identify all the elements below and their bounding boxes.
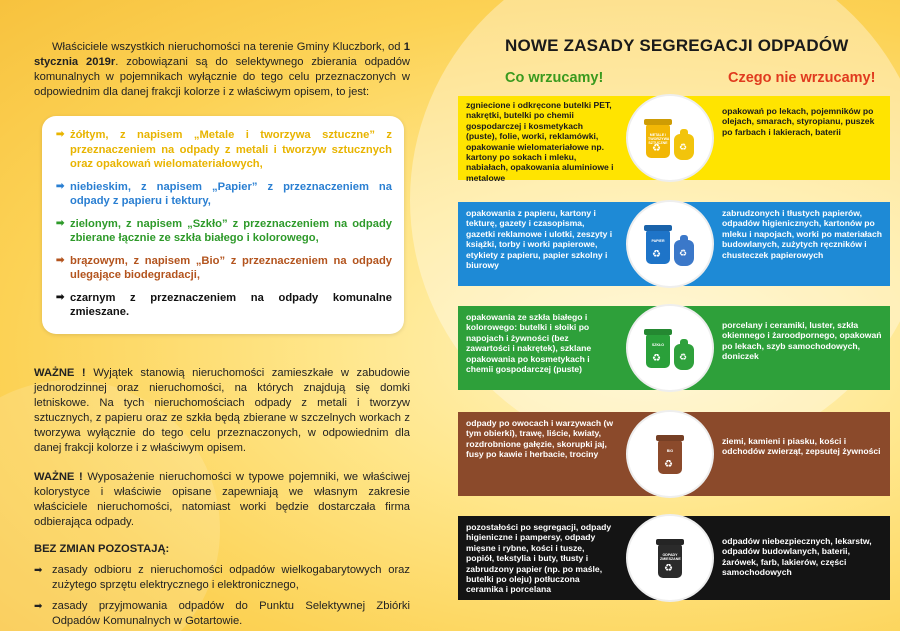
color-item-blue	[56, 180, 392, 209]
bin-circle	[626, 200, 714, 288]
green-bin-icon	[646, 334, 670, 368]
intro-text-start: Właściciele wszystkich nieruchomości na terenie Gminy Kluczbork, od	[52, 41, 404, 53]
bin-label: BIO	[666, 449, 674, 453]
bin-circle	[626, 94, 714, 182]
intro-text-end: . zobowiązani są do selektywnego zbierania odpadów komunalnych w pojemnikach wyłącznie do tego celu przeznaczonych w odpowiednim dla danej frakcji kolorze i z właściwym opisem, to jest:	[34, 56, 411, 98]
color-item-text: zielonym, z napisem „Szkło” z przeznaczeniem na odpady zbierane łącznie ze szkła białego i kolorowego,	[70, 217, 392, 244]
important-label: WAŻNE !	[34, 470, 83, 483]
important-note-2	[34, 470, 410, 530]
arrow-right-icon: ➡	[56, 129, 65, 140]
band-glass	[458, 306, 890, 390]
accepted-waste-text: opakowania z papieru, kartony i tekturę, gazety i czasopisma, gazetki reklamowe i ulotki, zeszyty i książki, torby i worki papierowe, etykiety z papieru, papier szkolny i biurowy	[466, 208, 613, 271]
recycle-icon: ♻	[652, 353, 661, 364]
recycle-icon: ♻	[679, 248, 688, 258]
arrow-right-icon: ➡	[34, 564, 43, 576]
page-title: NOWE ZASADY SEGREGACJI ODPADÓW	[505, 36, 849, 55]
important-note-1	[34, 366, 410, 456]
arrow-right-icon: ➡	[56, 180, 65, 192]
rejected-waste-text: ziemi, kamieni i piasku, kości i odchodów zwierząt, zepsutej żywności	[722, 436, 881, 457]
arrow-right-icon: ➡	[34, 600, 43, 612]
color-item-black	[56, 291, 392, 320]
important-text: Wyposażenie nieruchomości w typowe pojemniki, we właściwej kolorystyce i właściwie opisane zapewniają we własnym zakresie właściciele nieruchomości, natomiast worki będzie dostarczała firma odbierająca odpady.	[34, 470, 410, 528]
waste-bag-icon	[674, 134, 694, 160]
color-item-text: czarnym z przeznaczeniem na odpady komunalne zmieszane.	[70, 291, 392, 318]
recycle-icon: ♻	[664, 459, 673, 470]
unchanged-item	[34, 563, 410, 593]
important-text: Wyjątek stanowią nieruchomości zamieszkałe w zabudowie jednorodzinnej oraz nieruchomości, na których znajdują się domki letniskowe. Na tych nieruchomościach odpady z metali i tworzyw sztucznych, z papieru oraz ze szkła będą zbierane w szczelnych workach z tworzywa wyłącznie do tego celu przeznaczonych, w odpowiednim dla danej frakcji kolorze i z właściwym opisem.	[34, 366, 410, 454]
unchanged-item	[34, 599, 410, 629]
bag-knot	[680, 339, 688, 345]
bin-lid	[644, 225, 672, 231]
rejected-waste-text: opakowań po lekach, pojemników po olejach, smarach, styropianu, puszek po farbach i lakierach, baterii	[722, 106, 875, 137]
color-item-yellow	[56, 128, 392, 172]
band-mixed	[458, 516, 890, 600]
bin-lid	[644, 119, 672, 125]
bag-knot	[680, 235, 688, 241]
accepted-waste-text: pozostałości po segregacji, odpady higieniczne i pampersy, odpady mięsne i rybne, kości i tusze, popiół, tekstylia i buty, tłusty i zabrudzony papier (np. po maśle, butelki po oleju) potłuczona ceramika i porcelana	[466, 522, 612, 595]
color-item-green	[56, 217, 392, 246]
accepted-waste-text: zgniecione i odkręcone butelki PET, nakrętki, butelki po chemii gospodarczej i kosmetykach (puste), folie, worki, reklamówki, opakowanie wielomateriałowe np. kartony po sokach i mleku, nabiałach, opakowania aluminiowe i metalowe	[466, 100, 614, 183]
unchanged-item-text: zasady przyjmowania odpadów do Punktu Selektywnej Zbiórki Odpadów Komunalnych w Gotartowie.	[52, 599, 410, 627]
band-paper	[458, 202, 890, 286]
rejected-waste-text: porcelany i ceramiki, luster, szkła okiennego i żaroodpornego, opakowań po lekach, szyb samochodowych, doniczek	[722, 320, 882, 362]
color-item-brown	[56, 254, 392, 283]
recycle-icon: ♻	[652, 143, 661, 154]
unchanged-item-text: zasady odbioru z nieruchomości odpadów wielkogabarytowych oraz zużytego sprzętu elektrycznego i elektronicznego,	[52, 563, 410, 591]
waste-bag-icon	[674, 240, 694, 266]
arrow-right-icon: ➡	[56, 291, 65, 303]
band-metals-plastics	[458, 96, 890, 183]
color-item-text: brązowym, z napisem „Bio” z przeznaczeniem na odpady ulegające biodegradacji,	[70, 254, 392, 281]
arrow-right-icon: ➡	[56, 254, 65, 266]
recycle-icon: ♻	[679, 352, 688, 362]
recycle-icon: ♻	[664, 563, 673, 574]
blue-bin-icon	[646, 230, 670, 264]
unchanged-heading: BEZ ZMIAN POZOSTAJĄ:	[34, 542, 170, 555]
bin-label: PAPIER	[651, 239, 665, 243]
left-column	[34, 40, 410, 629]
arrow-right-icon: ➡	[56, 217, 65, 229]
accepted-waste-text: opakowania ze szkła białego i kolorowego: butelki i słoiki po napojach i żywności (bez zawartości i nakrętek), szklane opakowania po kosmetykach i chemii gospodarczej (puste)	[466, 312, 592, 375]
bin-label: ODPADY ZMIESZANE	[660, 553, 681, 561]
intro-paragraph	[34, 40, 410, 100]
band-bio	[458, 412, 890, 496]
heading-what-to-throw: Co wrzucamy!	[505, 70, 604, 86]
bag-knot	[680, 129, 688, 135]
color-item-text: niebieskim, z napisem „Papier” z przeznaczeniem na odpady z papieru i tektury,	[70, 180, 392, 207]
black-bin-icon	[658, 544, 682, 578]
waste-bag-icon	[674, 344, 694, 370]
intro-date: 1 stycznia 2019r	[34, 41, 410, 68]
recycle-icon: ♻	[652, 249, 661, 260]
bin-lid	[656, 435, 684, 441]
bin-label: METALE I TWORZYWA SZTUCZNE	[648, 133, 670, 145]
rejected-waste-text: odpadów niebezpiecznych, lekarstw, odpadów budowlanych, baterii, żarówek, farb, lakierów, części samochodowych	[722, 536, 872, 578]
important-label: WAŻNE !	[34, 366, 86, 379]
bin-label: SZKŁO	[651, 343, 665, 347]
rejected-waste-text: zabrudzonych i tłustych papierów, odpadów higienicznych, kartonów po mleku i napojach, worki po materiałach budowlanych, zużytych ręczników i chusteczek papierowych	[722, 208, 882, 260]
bin-lid	[644, 329, 672, 335]
brown-bin-icon	[658, 440, 682, 474]
color-item-text: żółtym, z napisem „Metale i tworzywa sztuczne” z przeznaczeniem na odpady z metali i tworzyw sztucznych oraz opakowań wielomateriałowych,	[70, 129, 392, 170]
recycle-icon: ♻	[679, 142, 688, 152]
bin-circle	[626, 304, 714, 392]
heading-what-not-to-throw: Czego nie wrzucamy!	[728, 70, 876, 86]
bin-circle	[626, 410, 714, 498]
container-colors-card	[42, 116, 404, 334]
bin-lid	[656, 539, 684, 545]
yellow-bin-icon	[646, 124, 670, 158]
accepted-waste-text: odpady po owocach i warzywach (w tym obierki), trawę, liście, kwiaty, rozdrobnione gałęzie, skorupki jaj, fusy po kawie i herbacie, trociny	[466, 418, 614, 460]
bin-circle	[626, 514, 714, 602]
